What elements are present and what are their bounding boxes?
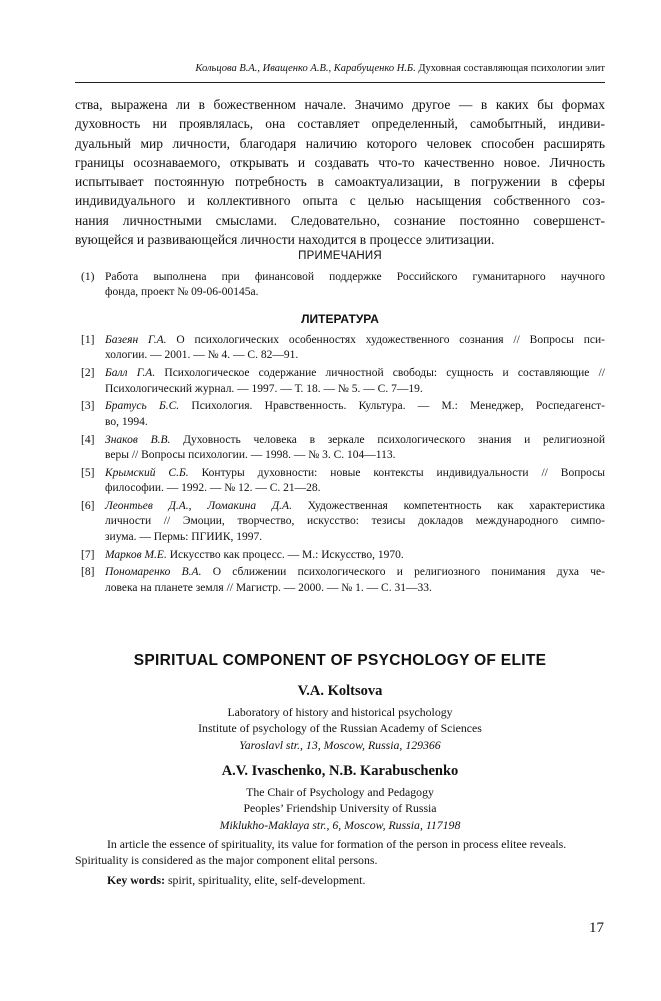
reference-line bbox=[105, 466, 605, 481]
keywords bbox=[107, 873, 365, 888]
body-line: границы осознаваемого, открывать и создавать что-то качественно новое. Личность bbox=[75, 154, 605, 170]
author-affiliation bbox=[75, 704, 605, 753]
reference-author: Братусь Б.С. bbox=[105, 400, 180, 413]
reference-number: [6] bbox=[81, 500, 95, 513]
body-paragraph bbox=[75, 95, 605, 249]
reference-author: Балл Г.А. bbox=[105, 367, 156, 380]
reference-number: [4] bbox=[81, 433, 95, 446]
abstract-line: Spirituality is considered as the major component elital persons. bbox=[75, 853, 378, 868]
reference-text: Художественная компетентность как характеристика bbox=[291, 500, 605, 513]
reference-line bbox=[105, 333, 605, 348]
body-line: духовность ни проявлялась, она составляет определенный, самобытный, индиви- bbox=[75, 116, 605, 132]
reference-line: ловека на планете земля // Магистр. — 2000. — № 1. — С. 31—33. bbox=[105, 581, 432, 594]
literature-list bbox=[75, 333, 605, 599]
header-divider bbox=[75, 82, 605, 83]
page-number: 17 bbox=[589, 920, 604, 936]
reference-item bbox=[75, 499, 605, 545]
reference-author: Леонтьев Д.А., Ломакина Д.А. bbox=[105, 500, 292, 513]
reference-text: Психологическое содержание личностной свободы: сущность и составляющие // bbox=[155, 367, 605, 380]
reference-item bbox=[75, 333, 605, 364]
keywords-label: Key words: bbox=[107, 873, 165, 887]
note-line: фонда, проект № 09-06-00145а. bbox=[105, 286, 259, 299]
reference-line bbox=[105, 399, 605, 414]
reference-text: Духовность человека в зеркале психологического знания и религиозной bbox=[170, 433, 605, 446]
body-line: индивидуального и коллективного опыта с целью насыщения собственного соз- bbox=[75, 193, 605, 209]
reference-line bbox=[105, 366, 605, 381]
reference-line: хологии. — 2001. — № 4. — С. 82—91. bbox=[105, 349, 299, 362]
literature-heading: ЛИТЕРАТУРА bbox=[301, 312, 379, 326]
reference-number: [2] bbox=[81, 367, 95, 380]
reference-item bbox=[75, 433, 605, 464]
reference-number: [5] bbox=[81, 466, 95, 479]
body-line: испытывает постоянную потребность в самоактуализации, в погружении в сферы bbox=[75, 174, 605, 190]
reference-author: Базеян Г.А. bbox=[105, 334, 167, 346]
running-head-authors: Кольцова В.А., Иващенко А.В., Карабущенко Н.Б. bbox=[195, 63, 416, 74]
abstract-line: In article the essence of spirituality, its value for formation of the person in process elitee reveals. bbox=[107, 837, 567, 851]
note-line: Работа выполнена при финансовой поддержке Российского гуманитарного научного bbox=[105, 271, 605, 283]
author-name: A.V. Ivaschenko, N.B. Karabuschenko bbox=[221, 763, 459, 779]
affiliation-address: Miklukho-Maklaya str., 6, Moscow, Russia, 117198 bbox=[219, 817, 461, 832]
body-line: нания личностными смыслами. Следовательно, сознание постоянно совершенст- bbox=[75, 212, 605, 228]
running-head-title: Духовная составляющая психологии элит bbox=[418, 63, 605, 74]
reference-author: Знаков В.В. bbox=[105, 433, 171, 446]
reference-number: [3] bbox=[81, 400, 95, 413]
reference-line bbox=[105, 548, 605, 563]
keywords-text: spirit, spirituality, elite, self-development. bbox=[165, 873, 366, 887]
running-head bbox=[75, 63, 605, 74]
body-line: ства, выражена ли в божественном начале. Значимо другое — в каких бы формах bbox=[75, 97, 605, 112]
reference-line bbox=[105, 499, 605, 514]
reference-line: во, 1994. bbox=[105, 415, 148, 428]
reference-text: Контуры духовности: новые контексты индивидуальности // Вопросы bbox=[188, 466, 605, 479]
affiliation-line: Institute of psychology of the Russian Academy of Sciences bbox=[198, 721, 482, 736]
author-affiliation bbox=[75, 784, 605, 833]
note-number: (1) bbox=[81, 271, 95, 283]
body-line: вующейся и развивающейся личности находится в процессе элитизации. bbox=[75, 232, 495, 248]
reference-line: философии. — 1992. — № 12. — С. 21—28. bbox=[105, 482, 321, 495]
english-title: SPIRITUAL COMPONENT OF PSYCHOLOGY OF ELITE bbox=[133, 652, 547, 669]
reference-line bbox=[105, 565, 605, 580]
affiliation-line: Laboratory of history and historical psychology bbox=[227, 705, 453, 719]
abstract bbox=[75, 836, 605, 869]
body-line: дуальный мир личности, благодаря наличию которого человек способен расширять bbox=[75, 135, 605, 151]
reference-text: Психология. Нравственность. Культура. — М.: Менеджер, Роспедагенст- bbox=[179, 400, 605, 413]
reference-number: [1] bbox=[81, 334, 95, 346]
reference-author: Крымский С.Б. bbox=[105, 466, 189, 479]
note-item bbox=[75, 270, 605, 301]
affiliation-line: The Chair of Psychology and Pedagogy bbox=[246, 785, 434, 799]
reference-line bbox=[105, 433, 605, 448]
reference-author: Марков М.Е. bbox=[105, 548, 167, 561]
reference-item bbox=[75, 548, 605, 563]
affiliation-address: Yaroslavl str., 13, Moscow, Russia, 129366 bbox=[239, 737, 441, 752]
notes-list bbox=[75, 270, 605, 303]
notes-heading: ПРИМЕЧАНИЯ bbox=[298, 250, 382, 262]
reference-text: О сближении психологического и религиозного понимания духа че- bbox=[201, 566, 605, 579]
reference-number: [7] bbox=[81, 548, 95, 561]
affiliation-line: Peoples’ Friendship University of Russia bbox=[243, 801, 437, 816]
reference-item bbox=[75, 399, 605, 430]
reference-number: [8] bbox=[81, 566, 95, 579]
reference-item bbox=[75, 565, 605, 596]
reference-line: Психологический журнал. — 1997. — Т. 18. — № 5. — С. 7—19. bbox=[105, 382, 423, 395]
reference-text: Искусство как процесс. — М.: Искусство, 1970. bbox=[166, 548, 404, 561]
reference-line: зиума. — Пермь: ПГИИК, 1997. bbox=[105, 530, 263, 543]
reference-author: Пономаренко В.А. bbox=[105, 566, 202, 579]
reference-line: личности // Эмоции, творчество, искусство: тезисы докладов международного симпо- bbox=[105, 515, 605, 528]
reference-line: веры // Вопросы психологии. — 1998. — № 3. С. 104—113. bbox=[105, 449, 396, 462]
reference-item bbox=[75, 466, 605, 497]
author-name: V.A. Koltsova bbox=[297, 683, 383, 699]
reference-text: О психологических особенностях художественного сознания // Вопросы пси- bbox=[166, 334, 605, 346]
reference-item bbox=[75, 366, 605, 397]
